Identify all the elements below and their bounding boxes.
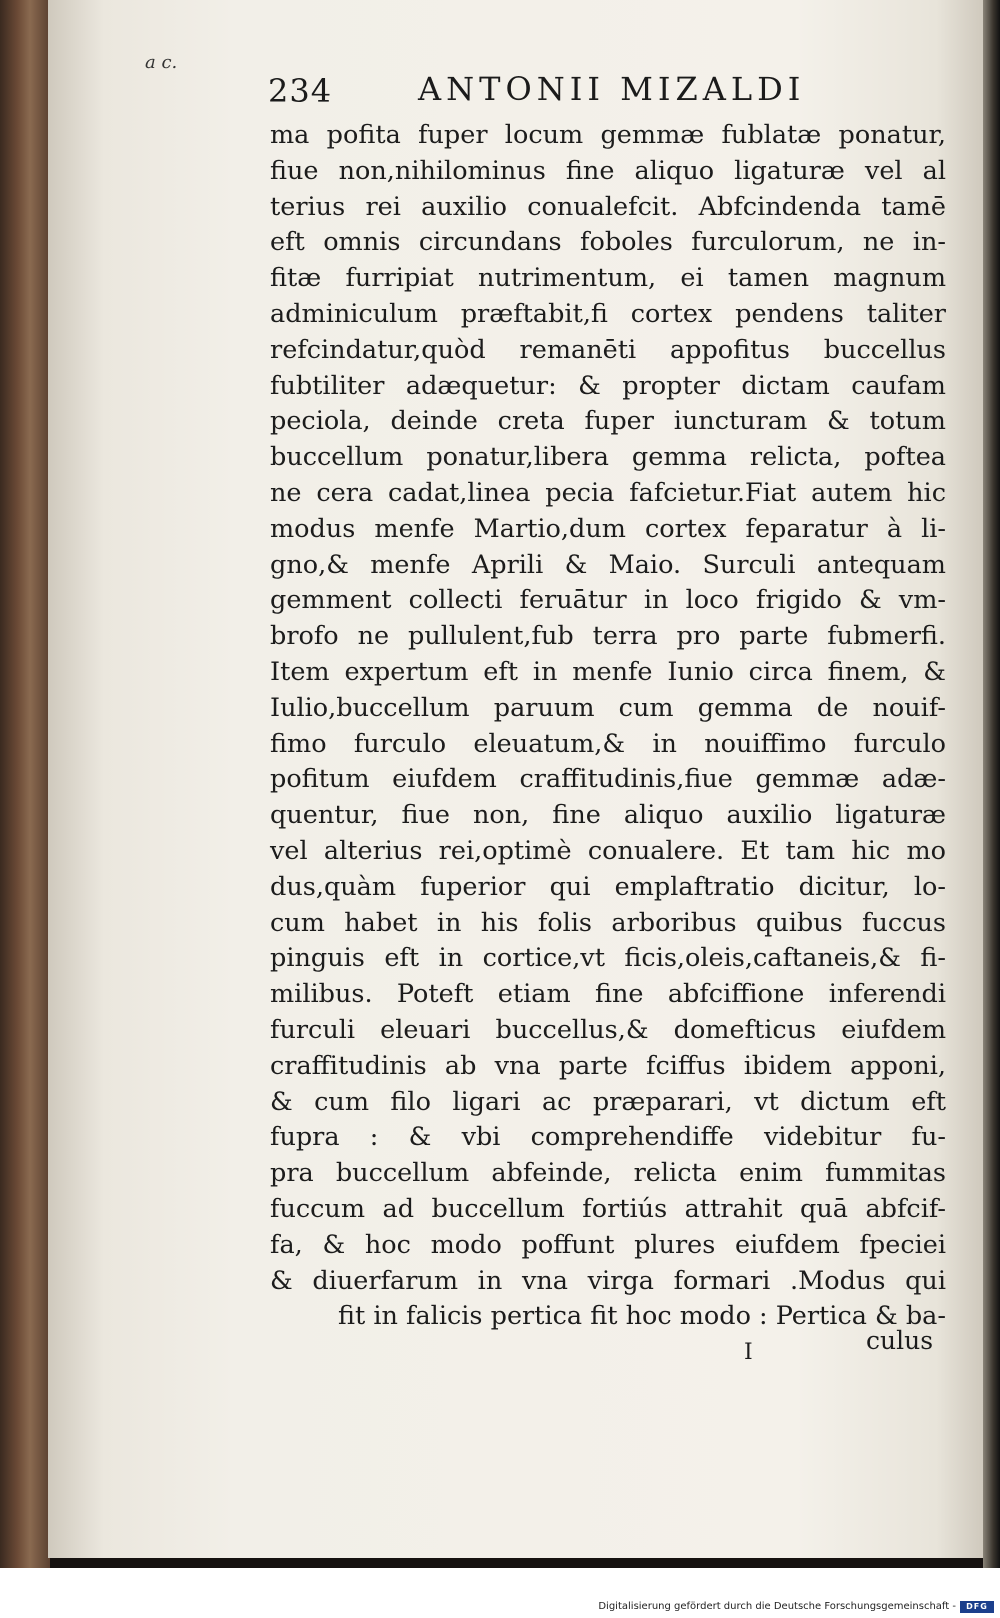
text-line: & diuerfarum in vna virga formari .Modus qui	[270, 1265, 946, 1296]
text-line: modus menfe Martio,dum cortex feparatur à li-	[270, 513, 946, 544]
dfg-logo: DFG	[960, 1601, 994, 1613]
text-line: & cum filo ligari ac præparari, vt dictum eft	[270, 1086, 946, 1117]
text-line: fimo furculo eleuatum,& in nouiffimo furculo	[270, 728, 946, 759]
text-line: dus,quàm fuperior qui emplaftratio dicitur, lo-	[270, 871, 946, 902]
text-line: furculi eleuari buccellus,& domefticus eiufdem	[270, 1014, 946, 1045]
text-line: milibus. Poteft etiam fine abfciffione inferendi	[270, 979, 946, 1010]
text-line: terius rei auxilio conualefcit. Abfcindenda tamē	[270, 191, 946, 222]
text-line: Iulio,buccellum paruum cum gemma de nouif-	[270, 692, 946, 723]
body-text	[270, 118, 946, 1335]
catchword: culus	[866, 1326, 934, 1355]
digitization-footer	[0, 1596, 1000, 1618]
text-line: fuccum ad buccellum fortiús attrahit quā abfcif-	[270, 1193, 946, 1224]
text-line: craffitudinis ab vna parte fciffus ibidem apponi,	[270, 1050, 946, 1081]
marginalia-note: a c.	[145, 52, 178, 73]
book-spine	[0, 0, 50, 1568]
text-line: buccellum ponatur,libera gemma relicta, poftea	[270, 442, 946, 473]
text-line: gno,& menfe Aprili & Maio. Surculi antequam	[270, 549, 946, 580]
text-line: fit in falicis pertica fit hoc modo : Pertica & ba-	[338, 1301, 946, 1332]
text-line: peciola, deinde creta fuper iuncturam & totum	[270, 406, 946, 437]
text-line: pinguis eft in cortice,vt ficis,oleis,caftaneis,& fi-	[270, 943, 946, 974]
running-head: ANTONII MIZALDI	[418, 70, 806, 108]
text-line: fubtiliter adæquetur: & propter dictam caufam	[270, 370, 946, 401]
text-line: refcindatur,quòd remanēti appofitus buccellus	[270, 334, 946, 365]
funding-credit: Digitalisierung gefördert durch die Deutsche Forschungsgemeinschaft -	[598, 1601, 956, 1612]
text-line: pra buccellum abfeinde, relicta enim fummitas	[270, 1158, 946, 1189]
text-line: fitæ furripiat nutrimentum, ei tamen magnum	[270, 263, 946, 294]
text-line: ne cera cadat,linea pecia fafcietur.Fiat autem hic	[270, 477, 946, 508]
text-line: vel alterius rei,optimè conualere. Et tam hic mo	[270, 835, 946, 866]
text-line: ma pofita fuper locum gemmæ fublatæ ponatur,	[270, 120, 946, 150]
text-line: adminiculum præftabit,fi cortex pendens taliter	[270, 298, 946, 329]
text-line: quentur, fiue non, fine aliquo auxilio ligaturæ	[270, 800, 946, 831]
text-line: Item expertum eft in menfe Iunio circa finem, &	[270, 656, 946, 687]
text-line: fiue non,nihilominus fine aliquo ligaturæ vel al	[270, 155, 946, 186]
page-header	[268, 66, 948, 112]
page-number: 234	[268, 72, 333, 110]
text-line: fa, & hoc modo poffunt plures eiufdem fpeciei	[270, 1229, 946, 1260]
text-line: gemment collecti feruātur in loco frigido & vm-	[270, 585, 946, 616]
text-line: cum habet in his folis arboribus quibus fuccus	[270, 907, 946, 938]
text-line: brofo ne pullulent,fub terra pro parte fubmerfi.	[270, 621, 946, 652]
text-line: fupra : & vbi comprehendiffe videbitur fu-	[270, 1122, 946, 1153]
page-edge	[983, 0, 1000, 1568]
text-line: pofitum eiufdem craffitudinis,fiue gemmæ adæ-	[270, 764, 946, 795]
signature-mark: I	[744, 1340, 753, 1365]
text-line: eft omnis circundans foboles furculorum, ne in-	[270, 227, 946, 258]
